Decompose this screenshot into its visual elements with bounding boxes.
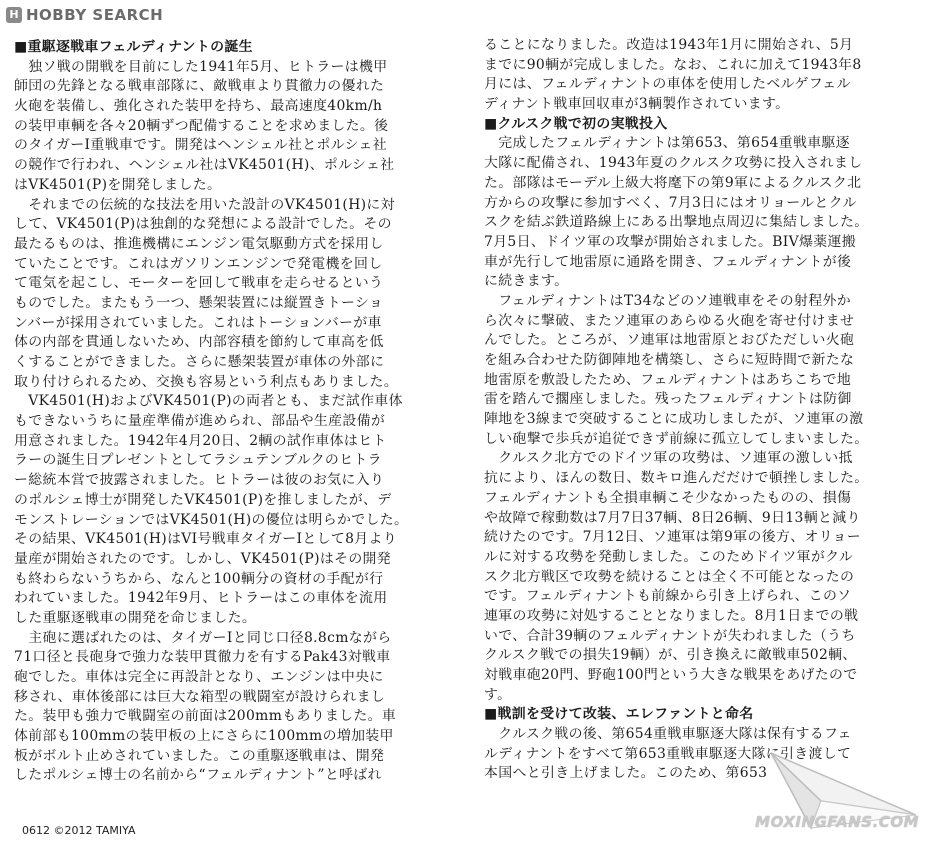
- text-line: 板がボルト止めされていました。この重駆逐戦車は、開発: [14, 747, 385, 764]
- text-line: スクを結ぶ鉄道路線上にある出撃地点周辺に集結しました。: [484, 214, 869, 231]
- right-text-column: [484, 36, 928, 784]
- text-line: いで、合計39輌のフェルディナントが失われました（うち: [484, 627, 856, 644]
- text-line: のポルシェ博士が開発したVK4501(P)を推しましたが、デ: [14, 491, 392, 508]
- text-line: 対戦車砲20門、野砲100門という大きな戦果をあげたので: [484, 667, 858, 683]
- text-line: 師団の先鋒となる戦車部隊に、敵戦車より貫徹力の優れた: [14, 78, 385, 95]
- text-line: ディナント戦車回収車が3輌製作されています。: [484, 96, 790, 113]
- text-line: んでした。ところが、ソ連軍は地雷原とおびただしい火砲: [484, 332, 855, 349]
- text-line: の装甲車輌を各々20輌ずつ配備することを求めました。後: [14, 117, 389, 134]
- section-heading: ■クルスク戦で初の実戦投入: [484, 115, 668, 132]
- text-line: ンバーが採用されていました。これはトーションバーが車: [14, 314, 382, 331]
- text-line: た。部隊はモーデル上級大将麾下の第9軍によるクルスク北: [484, 174, 862, 191]
- text-line: 71口径と長砲身で強力な装甲貫徹力を有するPak43対戦車: [14, 649, 391, 666]
- text-line: 抗により、ほんの数日、数キロ進んだだけで頓挫しました。: [484, 470, 869, 487]
- text-line: した重駆逐戦車の開発を命じました。: [14, 609, 257, 626]
- text-line: 陣地を3線まで突破することに成功しましたが、ソ連軍の激: [484, 411, 864, 428]
- text-line: 主砲に選ばれたのは、タイガーIと同じ口径8.8cmながら: [14, 629, 392, 646]
- text-line: 完成したフェルディナントは第653、第654重戦車駆逐: [484, 135, 850, 152]
- text-line: 大隊に配備され、1943年夏のクルスク攻勢に投入されまし: [484, 155, 863, 172]
- site-header: [6, 4, 163, 26]
- text-line: ていたことです。これはガソリンエンジンで発電機を回し: [14, 255, 383, 272]
- text-line: に続きます。: [484, 273, 569, 290]
- text-line: その結果、VK4501(H)はVI号戦車タイガーIとして8月より: [14, 531, 397, 548]
- text-line: 最たるものは、推進機構にエンジン電気駆動方式を採用し: [14, 235, 384, 252]
- text-line: モンストレーションではVK4501(H)の優位は明らかでした。: [14, 511, 409, 528]
- text-line: クルスク北方でのドイツ軍の攻勢は、ソ連軍の激しい抵: [484, 450, 853, 467]
- text-line: て電気を起こし、モーターを回して戦車を走らせるという: [14, 275, 384, 292]
- text-line: われていました。1942年9月、ヒトラーはこの車体を流用: [14, 590, 388, 607]
- text-line: はVK4501(P)を開発しました。: [14, 176, 222, 193]
- text-line: 続けたのです。7月12日、ソ連軍は第9軍の後方、オリョー: [484, 529, 861, 546]
- text-line: 移され、車体後部には巨大な箱型の戦闘室が設けられまし: [14, 688, 386, 705]
- text-line: それまでの伝統的な技法を用いた設計のVK4501(H)に対: [14, 196, 395, 213]
- text-line: 地雷原を敷設したため、フェルディナントはあちこちで地: [484, 371, 852, 388]
- text-line: す。: [484, 686, 512, 703]
- text-line: です。フェルディナントも前線から引き上げられ、このソ: [484, 588, 852, 605]
- text-line: の競作で行われ、ヘンシェル社はVK4501(H)、ポルシェ社: [14, 157, 395, 174]
- text-line: 体の内部を貫通しないため、内部容積を節約して車高を低: [14, 334, 384, 351]
- text-line: したポルシェ博士の名前から“フェルディナント”と呼ばれ: [14, 767, 382, 784]
- text-line: フェルディナントはT34などのソ連戦車をその射程外か: [484, 292, 851, 309]
- text-line: のタイガーI重戦車です。開発はヘンシェル社とポルシェ社: [14, 137, 388, 154]
- text-line: 用意されました。1942年4月20日、2輌の試作車体はヒト: [14, 432, 387, 449]
- text-line: フェルディナントも全損車輌こそ少なかったものの、損傷: [484, 489, 852, 506]
- text-line: 独ソ戦の開戦を目前にした1941年5月、ヒトラーは機甲: [14, 58, 388, 75]
- text-line: 取り付けられるため、交換も容易という利点もありました。: [14, 373, 398, 390]
- text-line: ルに対する攻勢を発動しました。このためドイツ軍がクル: [484, 548, 854, 565]
- text-line: 砲でした。車体は完全に再設計となり、エンジンは中央に: [14, 669, 384, 685]
- text-line: や故障で稼動数は7月7日37輌、8日26輌、9日13輌と減り: [484, 509, 861, 526]
- copyright-footer: 0612 ©2012 TAMIYA: [22, 824, 136, 837]
- text-line: 7月5日、ドイツ軍の攻撃が開始されました。BIV爆薬運搬: [484, 233, 856, 250]
- text-line: 火砲を装備し、強化された装甲を持ち、最高速度40km/h: [14, 98, 383, 115]
- text-line: た。装甲も強力で戦闘室の前面は200mmもありました。車: [14, 708, 397, 725]
- text-line: ることになりました。改造は1943年1月に開始され、5月: [484, 37, 854, 53]
- text-line: も終わらないうちから、なんと100輌分の資材の手配が行: [14, 570, 384, 587]
- text-line: 体前部も100mmの装甲板の上にさらに100mmの増加装甲: [14, 728, 394, 745]
- text-line: ルディナントをすべて第653重戦車駆逐大隊に引き渡して: [484, 745, 852, 762]
- text-line: 連軍の攻勢に対処することとなりました。8月1日までの戦: [484, 607, 859, 624]
- left-text-column: [14, 38, 458, 786]
- text-line: 量産が開始されたのです。しかし、VK4501(P)はその開発: [14, 550, 392, 567]
- text-line: スク北方戦区で攻勢を続けることは全く不可能となったの: [484, 568, 855, 585]
- text-line: くすることができました。さらに懸架装置が車体の外部に: [14, 354, 385, 370]
- text-line: 雷を踏んで擱座しました。残ったフェルディナントは防御: [484, 391, 852, 408]
- text-line: ら次々に撃破、またソ連軍のあらゆる火砲を寄せ付けませ: [484, 312, 855, 329]
- section-heading: ■重駆逐戦車フェルディナントの誕生: [14, 39, 253, 55]
- hobby-search-logo-icon: H: [6, 7, 22, 23]
- text-line: クルスク戦での損失19輌）が、引き換えに敵戦車502輌、: [484, 647, 857, 664]
- text-line: ー総統本営で披露されました。ヒトラーは彼のお気に入り: [14, 472, 385, 489]
- text-line: もできないうちに量産準備が進められ、部品や生産設備が: [14, 413, 386, 430]
- text-line: 車が先行して地雷原に通路を開き、フェルディナントが後: [484, 253, 852, 270]
- text-line: ラーの誕生日プレゼントとしてラシュテンブルクのヒトラ: [14, 452, 382, 469]
- watermark-text: MOXINGFANS.COM: [755, 813, 919, 831]
- text-line: 月には、フェルディナントの車体を使用したベルゲフェル: [484, 76, 851, 93]
- section-heading: ■戦訓を受けて改装、エレファントと命名: [484, 706, 754, 723]
- text-line: して、VK4501(P)は独創的な発想による設計でした。その: [14, 216, 392, 233]
- text-line: を組み合わせた防御陣地を構築し、さらに短時間で新たな: [484, 352, 855, 368]
- hobby-search-logo-text: HOBBY SEARCH: [26, 6, 164, 24]
- text-line: 本国へと引き上げました。このため、第653: [484, 765, 768, 782]
- text-line: 方からの攻撃に参加すべく、7月3日にはオリョールとクル: [484, 194, 857, 211]
- text-line: クルスク戦の後、第654重戦車駆逐大隊は保有するフェ: [484, 726, 852, 743]
- text-line: までに90輌が完成しました。なお、これに加えて1943年8: [484, 56, 862, 73]
- text-line: VK4501(H)およびVK4501(P)の両者とも、まだ試作車体: [14, 393, 403, 410]
- text-line: ものでした。またもう一つ、懸架装置には縦置きトーショ: [14, 294, 384, 311]
- text-line: しい砲撃で歩兵が追従できず前線に孤立してしまいました。: [484, 430, 869, 447]
